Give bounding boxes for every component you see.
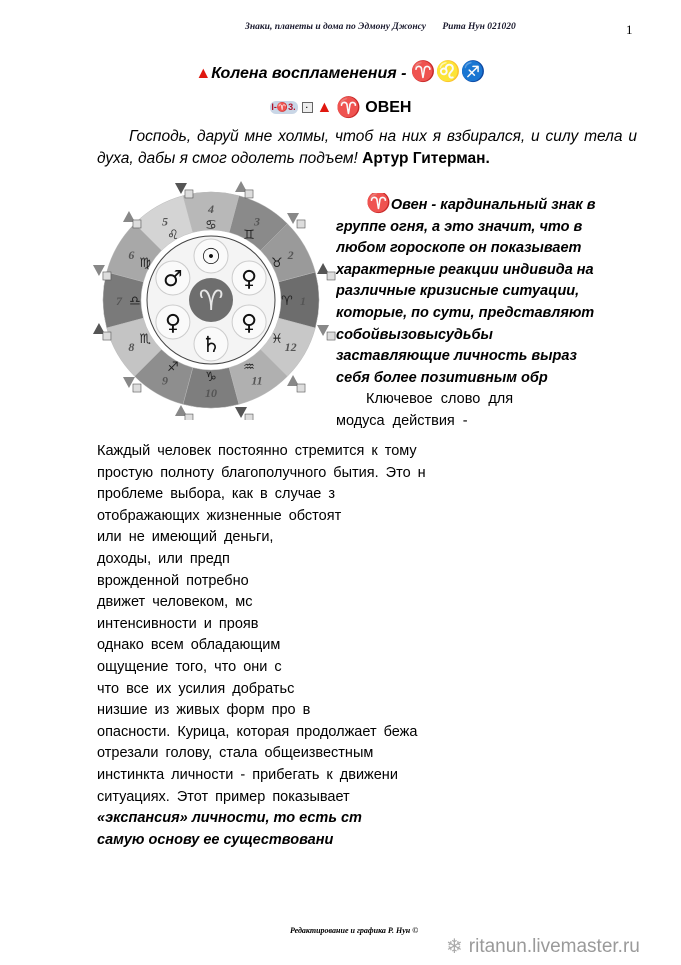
- house-number: 2: [287, 248, 294, 262]
- sign-glyph: ♈: [281, 294, 293, 309]
- body-line: ситуациях. Этот пример показывает: [97, 788, 350, 805]
- description-line: заставляющие личность выраз: [336, 348, 577, 365]
- element-box-icon: [133, 384, 141, 392]
- body-line: или не имеющий деньги,: [97, 529, 274, 546]
- fire-signs-glyphs: ♈♌♐: [410, 61, 486, 83]
- watermark: [446, 934, 640, 959]
- header-title: Знаки, планеты и дома по Эдмону Джонсу: [245, 22, 426, 32]
- element-box-icon: [327, 272, 335, 280]
- sign-glyph: ♎: [129, 294, 141, 309]
- body-line: отрезали голову, стала общеизвестным: [97, 745, 374, 762]
- sign-glyph: ♍: [139, 256, 152, 271]
- description-line: группе огня, а это значит, что в: [336, 218, 583, 235]
- body-line: интенсивности и прояв: [97, 615, 259, 632]
- house-number: 8: [128, 340, 135, 354]
- sign-glyph: ♒: [243, 359, 255, 375]
- element-box-icon: [103, 332, 111, 340]
- body-line-emphasis: «экспансия» личности, то есть ст: [97, 810, 362, 827]
- epigraph: [97, 126, 637, 170]
- element-box-icon: [297, 220, 305, 228]
- body-line: ощущение того, что они с: [97, 658, 282, 675]
- description-line: Ключевое слово для: [366, 391, 514, 408]
- house-number: 1: [300, 294, 306, 308]
- element-box-icon: [185, 414, 193, 420]
- sign-glyph: ♓: [270, 332, 283, 347]
- body-line: врожденной потребно: [97, 572, 249, 589]
- body-line: опасности. Курица, которая продолжает бежа: [97, 723, 418, 740]
- watermark-text: ritanun.livemaster.ru: [468, 935, 640, 957]
- house-number: 6: [128, 248, 135, 262]
- body-line-emphasis: самую основу ее существовани: [97, 831, 334, 848]
- red-triangle-icon: ▲: [195, 65, 212, 82]
- body-line: отображающих жизненные обстоят: [97, 507, 342, 524]
- planet-glyph: ♀: [164, 311, 181, 336]
- house-number: 3: [254, 214, 260, 229]
- sign-glyph: ♐: [167, 359, 179, 375]
- header-author: Рита Нун 021020: [442, 22, 516, 32]
- house-number: 9: [162, 373, 168, 388]
- page-header: [245, 22, 516, 32]
- sign-glyph: ♋: [205, 218, 217, 233]
- element-box-icon: [245, 414, 253, 420]
- planet-glyph: ♀: [241, 311, 258, 336]
- description-line: собойвызовысудьбы: [336, 326, 493, 343]
- planet-glyph: ☉: [201, 245, 221, 270]
- description-line: различные кризисные ситуации,: [336, 283, 580, 300]
- element-box-icon: [297, 384, 305, 392]
- planet-glyph: ♂: [163, 267, 183, 292]
- body-line: низшие из живых форм про в: [97, 702, 311, 719]
- section-subtitle: [0, 95, 681, 120]
- house-number: 12: [284, 340, 297, 354]
- house-badge: I-♈3.: [271, 102, 296, 112]
- description-line: себя более позитивным обр: [336, 369, 548, 386]
- center-sign-glyph: ♈: [198, 284, 224, 317]
- description-line: характерные реакции индивида на: [336, 261, 594, 278]
- body-line: простую полноту благополучного бытия. Это н: [97, 464, 426, 481]
- page-title: [0, 59, 681, 84]
- subtitle-text: ОВЕН: [365, 98, 412, 116]
- body-text: [97, 441, 426, 851]
- description-line: модуса действия -: [336, 412, 468, 429]
- sign-glyph: ♑: [205, 370, 217, 385]
- footer-credit: Редактирование и графика Р. Нун ©: [290, 926, 419, 935]
- body-line: инстинкта личности - прибегать к движени: [97, 766, 398, 783]
- element-box-icon: [103, 272, 111, 280]
- element-box-icon: [327, 332, 335, 340]
- page-number: 1: [626, 22, 633, 37]
- sign-glyph: ♉: [270, 256, 283, 271]
- element-box-icon: [185, 190, 193, 198]
- house-number: 10: [205, 386, 217, 400]
- house-number: 7: [116, 294, 122, 308]
- body-line: что все их усилия добратьс: [97, 680, 295, 697]
- dot-box-icon: ·: [302, 102, 313, 113]
- planet-glyph: ♀: [241, 267, 258, 292]
- aries-glyph-icon: ♈: [366, 193, 391, 214]
- sign-glyph: ♏: [139, 332, 152, 347]
- house-number: 11: [251, 373, 263, 388]
- epigraph-author: Артур Гитерман.: [362, 150, 490, 167]
- body-line: однако всем обладающим: [97, 637, 281, 654]
- body-line: проблеме выбора, как в случае з: [97, 486, 336, 503]
- sign-glyph: ♊: [243, 228, 255, 244]
- element-box-icon: [245, 190, 253, 198]
- title-text: Колена воспламенения -: [211, 65, 411, 82]
- house-number: 4: [208, 202, 214, 216]
- house-number: 5: [162, 214, 168, 229]
- zodiac-wheel: [86, 180, 336, 420]
- epigraph-quote: Господь, даруй мне холмы, чтоб на них я взбирался, и силу тела и духа, дабы я смог одолеть подъем!: [97, 128, 637, 167]
- planet-glyph: ♄: [201, 333, 221, 358]
- red-triangle-icon: ▲: [316, 98, 333, 116]
- element-box-icon: [133, 220, 141, 228]
- body-line: движет человеком, мс: [97, 594, 253, 611]
- sign-glyph: ♌: [167, 228, 179, 244]
- aries-glyph-icon: ♈: [336, 97, 362, 119]
- body-line: доходы, или предп: [97, 550, 230, 567]
- snowflake-icon: ❄: [446, 936, 463, 958]
- body-line: Каждый человек постоянно стремится к тому: [97, 443, 417, 459]
- description-line: которые, по сути, представляют: [336, 304, 595, 321]
- description-line: ♈Овен - кардинальный знак в: [366, 193, 596, 214]
- aries-description: [336, 193, 636, 433]
- description-line: любом гороскопе он показывает: [336, 240, 582, 257]
